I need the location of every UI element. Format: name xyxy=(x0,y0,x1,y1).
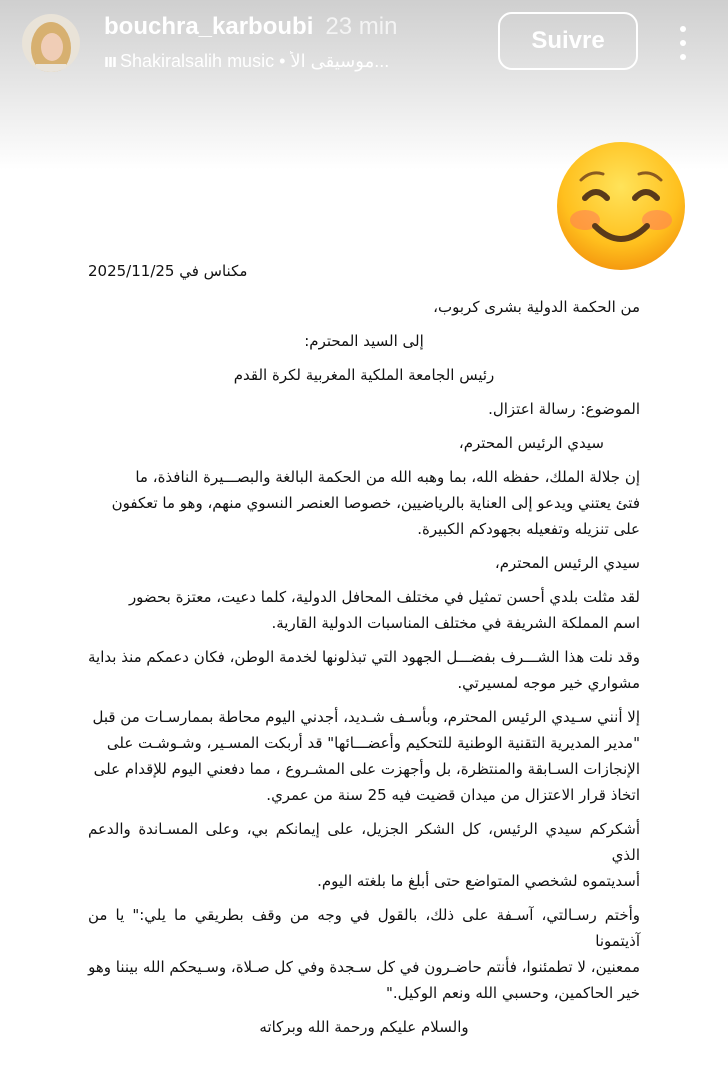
paragraph-4 xyxy=(88,704,640,808)
time-ago: 23 min xyxy=(325,13,398,40)
paragraph-line: أشكركم سيدي الرئيس، كل الشكر الجزيل، على إيمانكم بي، وعلى المسـاندة والدعم الذي xyxy=(88,820,640,864)
paragraph-line: لقد مثلت بلدي أحسن تمثيل في مختلف المحافل الدولية، كلما دعيت، معتزة بحضور xyxy=(128,588,640,606)
paragraph-line: اتخاذ قرار الاعتزال من ميدان قضيت فيه 25 سنة من عمري. xyxy=(266,786,640,804)
music-label: Shakiralsalih music • موسيقى الأ... xyxy=(120,51,390,71)
paragraph-line: أسديتموه لشخصي المتواضع حتى أبلغ ما بلغته اليوم. xyxy=(317,872,640,890)
paragraph-line: "مدير المديرية التقنية الوطنية للتحكيم وأعضـــائها" قد أربكت المسـير، وشـوشـت على xyxy=(106,734,640,752)
paragraph-2 xyxy=(88,584,640,636)
paragraph-5 xyxy=(88,816,640,894)
audio-bars-icon: ııı xyxy=(104,51,121,71)
paragraph-line: فتئ يعتني ويدعو إلى العناية بالرياضيين، خصوصا العنصر النسوي منهم، وهو ما تعكفون xyxy=(111,494,640,512)
letter-date: مكناس في 2025/11/25 xyxy=(88,262,248,280)
paragraph-line: وقد نلت هذا الشـــرف بفضـــل الجهود التي تبذلونها لخدمة الوطن، فكان دعمكم منذ بداية xyxy=(88,648,640,666)
letter-salutation: سيدي الرئيس المحترم، xyxy=(458,434,604,452)
username[interactable]: bouchra_karboubi xyxy=(104,13,314,40)
paragraph-line: على تنزيله وتفعيله بجهودكم الكبيرة. xyxy=(417,520,640,538)
follow-button[interactable]: Suivre xyxy=(498,12,638,70)
letter-closing: والسلام عليكم ورحمة الله وبركاته xyxy=(259,1018,469,1036)
paragraph-line: مشواري خير موجه لمسيرتي. xyxy=(457,674,640,692)
paragraph-3 xyxy=(88,644,640,696)
paragraph-6 xyxy=(88,902,640,1006)
letter-from: من الحكمة الدولية بشرى كربوب، xyxy=(433,298,640,316)
letter-to: إلى السيد المحترم: xyxy=(304,332,424,350)
paragraph-line: خير الحاكمين، وحسبي الله ونعم الوكيل." xyxy=(386,984,640,1002)
letter-subject: الموضوع: رسالة اعتزال. xyxy=(488,400,640,418)
paragraph-line: الإنجازات السـابقة والمنتظرة، بل وأجهزت على المشـروع ، مما دفعني اليوم للإقدام على xyxy=(93,760,640,778)
paragraph-line: إلا أنني سـيدي الرئيس المحترم، وبأسـف شـديد، أجدني اليوم محاطة بممارسـات من قبل xyxy=(92,708,640,726)
letter-salutation: سيدي الرئيس المحترم، xyxy=(494,554,640,572)
paragraph-line: ممعنين، لا تطمئنوا، فأنتم حاضـرون في كل سـجدة وفي كل صـلاة، وسـيحكم الله بيننا وهو xyxy=(88,958,640,976)
paragraph-line: إن جلالة الملك، حفظه الله، بما وهبه الله من الحكمة البالغة والبصـــيرة النافذة، ما xyxy=(135,468,640,486)
paragraph-1 xyxy=(88,464,640,542)
paragraph-line: اسم المملكة الشريفة في مختلف المناسبات الدولية القارية. xyxy=(271,614,640,632)
paragraph-line: وأختم رسـالتي، آسـفة على ذلك، بالقول في وجه من وقف بطريقي ما يلي:" يا من آذيتمونا xyxy=(88,906,640,950)
letter-recipient: رئيس الجامعة الملكية المغربية لكرة القدم xyxy=(233,366,495,384)
